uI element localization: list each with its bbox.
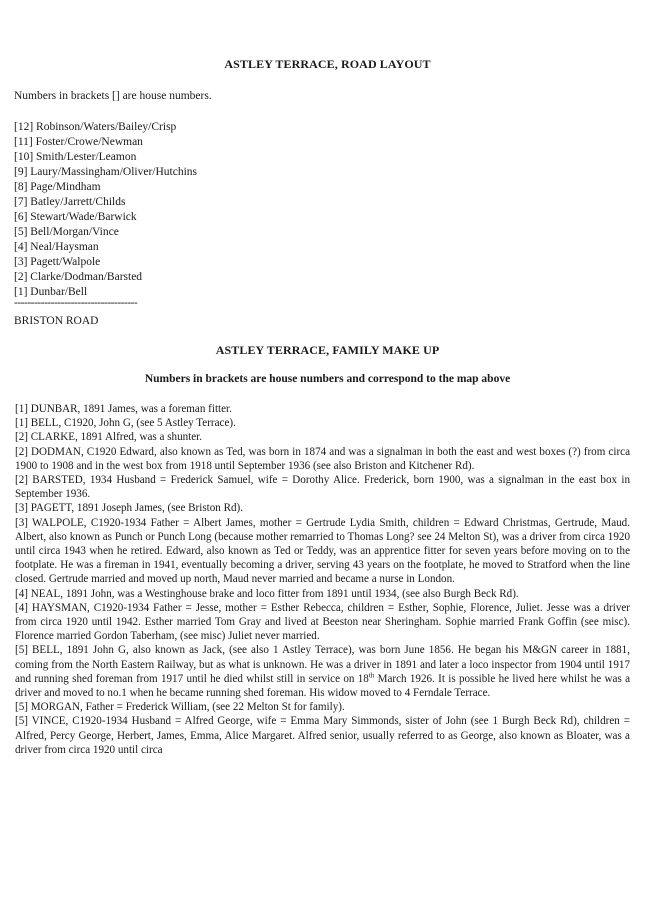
house-line: [5] Bell/Morgan/Vince (14, 226, 119, 238)
entry-paragraph: [2] BARSTED, 1934 Husband = Frederick Samuel, wife = Dorothy Alice. Frederick, born 1900, was a signalman in the east box in September 1936. (15, 474, 630, 501)
house-line: [11] Foster/Crowe/Newman (14, 136, 143, 148)
entry-text: March 1926. It is possible he lived here whilst he was a driver and moved to no.1 when he became running shed foreman. His widow moved to 4 Ferndale Terrace. (15, 672, 630, 700)
house-line: [9] Laury/Massingham/Oliver/Hutchins (14, 166, 198, 178)
intro-text: Numbers in brackets [] are house numbers. (14, 90, 212, 102)
entry-paragraph: [5] MORGAN, Father = Frederick William, (see 22 Melton St for family). (15, 701, 345, 714)
entry-paragraph: [2] CLARKE, 1891 Alfred, was a shunter. (15, 431, 203, 444)
entry-paragraph: [4] HAYSMAN, C1920-1934 Father = Jesse, mother = Esther Rebecca, children = Esther, Sophie, Florence, Juliet. Jesse was a driver from circa 1920 until 1942. Esther married Tom Gray and lived at Beeston near Sheringham. Sophie married Frank Goffin (see misc). Florence married Gordon Taberham, (see misc) Juliet never married. (15, 601, 630, 643)
house-line: [10] Smith/Lester/Leamon (14, 151, 137, 163)
entry-paragraph: [1] BELL, C1920, John G, (see 5 Astley Terrace). (15, 417, 236, 430)
entry-paragraph: [3] WALPOLE, C1920-1934 Father = Albert James, mother = Gertrude Lydia Smith, children = Edward Christmas, Gertrude, Maud. Albert, also known as Punch or Punch Long (because mother remarried to Thomas Long? see 24 Melton St), was a driver from circa 1920 until circa 1943 when he retired. Edward, also known as Ted or Teddy, was an apprentice fitter for seven years before moving on to the footplate. He was a fireman in 1941, eventually becoming a driver, serving 43 years on the footplate, he moved to Stratford when the line closed. Gertrude married and moved up north, Maud never married and became a nurse in London. (15, 516, 630, 586)
entry-paragraph: [2] DODMAN, C1920 Edward, also known as Ted, was born in 1874 and was a signalman in both the east and west boxes (?) from circa 1900 to 1908 and in the west box from 1918 until September 1936 (see also Briston and Kitchener Rd). (15, 445, 630, 472)
house-line: [8] Page/Mindham (14, 181, 101, 193)
house-line: [6] Stewart/Wade/Barwick (14, 211, 137, 223)
family-makeup-title: ASTLEY TERRACE, FAMILY MAKE UP (215, 343, 440, 357)
entry-paragraph-bell (15, 643, 630, 700)
road-layout-title: ASTLEY TERRACE, ROAD LAYOUT (224, 57, 431, 71)
entry-paragraph: [1] DUNBAR, 1891 James, was a foreman fitter. (15, 403, 232, 415)
entry-paragraph: [4] NEAL, 1891 John, was a Westinghouse brake and loco fitter from 1891 until 1934, (see also Burgh Beck Rd). (15, 587, 519, 600)
divider-line: ------------------------------------- (14, 297, 138, 309)
family-entries (15, 402, 630, 757)
house-line: [2] Clarke/Dodman/Barsted (14, 271, 143, 283)
entry-paragraph: [3] PAGETT, 1891 Joseph James, (see Briston Rd). (15, 502, 244, 515)
entry-paragraph: [5] VINCE, C1920-1934 Husband = Alfred George, wife = Emma Mary Simmonds, sister of John (see 1 Burgh Beck Rd), children = Alfred, Percy George, Herbert, James, Emma, Alice Margaret. Alfred senior, usually referred to as George, also known as Bloater, was a driver from circa 1920 until circa (15, 715, 630, 756)
subtitle: Numbers in brackets are house numbers and correspond to the map above (144, 373, 511, 385)
house-line: [4] Neal/Haysman (14, 241, 99, 253)
entry-text: [5] BELL, 1891 John G, also known as Jack, (see also 1 Astley Terrace), was born June 1856. He began his M&GN career in 1881, coming from the North Eastern Railway, but as what is unknown. He was a driver in 1891 and later a loco inspector from 1904 until 1917 and running shed foreman from 1917 until he died whilst still in service on 18 (15, 644, 630, 685)
house-line: [12] Robinson/Waters/Bailey/Crisp (14, 121, 177, 133)
road-label: BRISTON ROAD (14, 315, 99, 327)
house-line: [1] Dunbar/Bell (14, 286, 88, 298)
house-line: [7] Batley/Jarrett/Childs (14, 196, 126, 208)
house-line: [3] Pagett/Walpole (14, 256, 101, 268)
superscript: th (368, 671, 375, 680)
